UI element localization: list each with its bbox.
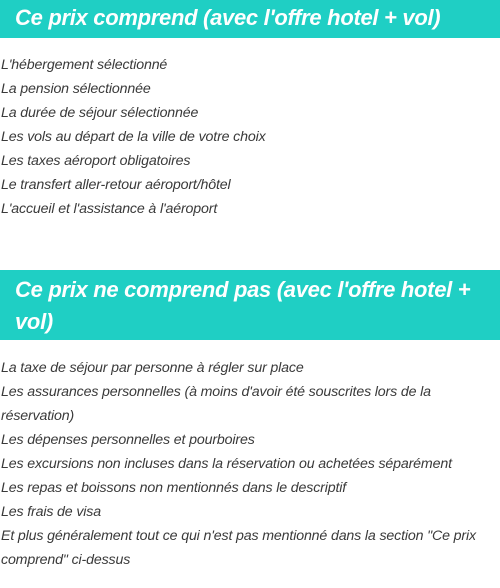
excluded-item: Les assurances personnelles (à moins d'avoir été souscrites lors de la réservation): [1, 384, 431, 424]
excluded-section-title: Ce prix ne comprend pas (avec l'offre hotel + vol): [0, 270, 500, 340]
excluded-item: Et plus généralement tout ce qui n'est pas mentionné dans la section "Ce prix comprend" ci-dessus: [1, 528, 476, 568]
excluded-item: Les dépenses personnelles et pourboires: [1, 432, 255, 448]
included-section-title: Ce prix comprend (avec l'offre hotel + vol): [0, 0, 500, 38]
included-item: La durée de séjour sélectionnée: [1, 105, 199, 121]
excluded-item: Les frais de visa: [1, 504, 101, 520]
included-item: Les vols au départ de la ville de votre choix: [1, 129, 266, 145]
excluded-item: Les excursions non incluses dans la réservation ou achetées séparément: [1, 456, 452, 472]
included-items-list: [0, 53, 500, 221]
excluded-items-list: [0, 356, 500, 572]
excluded-item: La taxe de séjour par personne à régler sur place: [1, 360, 304, 376]
included-item: L'accueil et l'assistance à l'aéroport: [1, 201, 218, 217]
included-item: L'hébergement sélectionné: [1, 57, 168, 73]
included-item: La pension sélectionnée: [1, 81, 151, 97]
excluded-item: Les repas et boissons non mentionnés dans le descriptif: [1, 480, 347, 496]
included-item: Les taxes aéroport obligatoires: [1, 153, 191, 169]
included-item: Le transfert aller-retour aéroport/hôtel: [1, 177, 231, 193]
